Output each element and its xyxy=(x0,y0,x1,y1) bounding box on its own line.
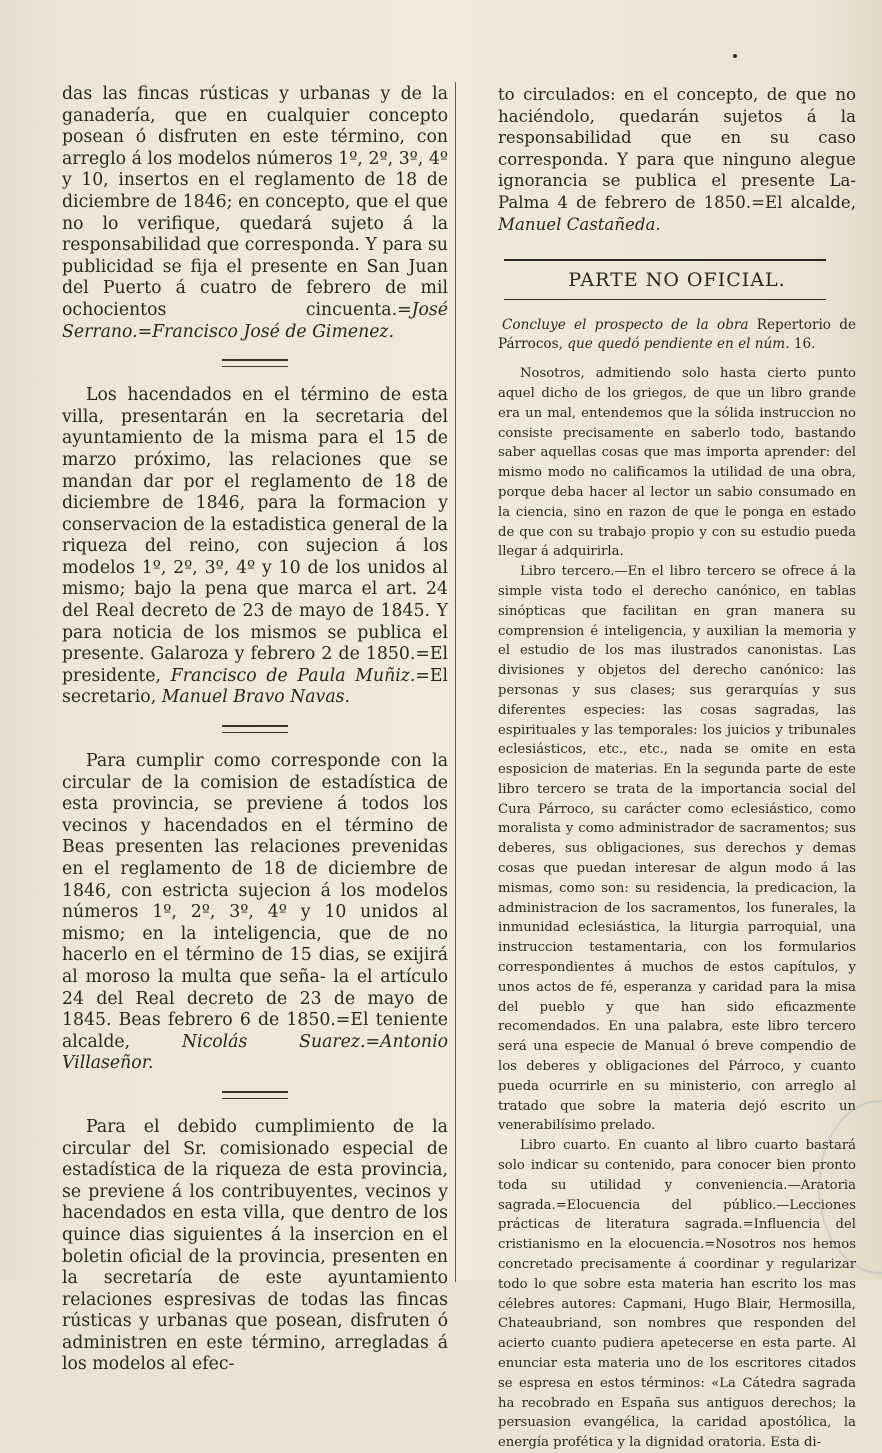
article-body xyxy=(498,364,856,1453)
signature: Francisco de Paula Muñiz. xyxy=(170,665,416,686)
separator xyxy=(222,1091,288,1099)
notice-la-palma: to circulados: en el concepto, de que no haciéndolo, quedarán sujetos á la responsabilidad que en su caso corresponda. Y para que ninguno alegue ignorancia se publica el presente La-Palma 4 de febrero de 1850.=El alcalde, Manuel Castañeda. xyxy=(498,85,856,234)
signature: Manuel Bravo Navas. xyxy=(161,687,350,708)
article-paragraph: Libro cuarto. En cuanto al libro cuarto bastará solo indicar su contenido, para conocer bien pronto toda su utilidad y conveniencia.—Aratoria sagrada.=Elocuencia del público.—Lecciones prácticas de literatura sagrada.=Influencia del cristianismo en la elocuencia.=Nosotros nos hemos concretado precisamente á coordinar y regularizar todo lo que sobre esta materia han escrito los mas célebres autores: Capmani, Hugo Blair, Hermosilla, Chateaubriand, son nombres que responden del acierto cuanto pudiera apetecerse en esta parte. Al enunciar esta materia uno de los escritores citados se espresa en estos términos: «La Cátedra sagrada ha recobrado en España sus antiguos derechos; la persuasion evangélica, la caridad apostólica, la energía profética y la dignidad oratoria. Esta di- xyxy=(498,1138,856,1451)
section-heading: PARTE NO OFICIAL. xyxy=(568,269,786,292)
notice-beas: Para cumplir como corresponde con la circular de la comision de estadística de esta provincia, se previene á todos los vecinos y hacendados en el término de Beas presenten las relaciones prevenidas en el reglamento de 18 de diciembre de 1846, con estricta sujecion á los modelos números 1º, 2º, 3º, 4º y 10 unidos al mismo; en la inteligencia, que de no hacerlo en el término de 15 dias, se exijirá al moroso la multa que seña- la el artículo 24 del Real decreto de 23 de mayo de 1845. Beas febrero 6 de 1850.=El teniente alcalde, Nicolás Suarez.=Antonio Villaseñor. xyxy=(62,751,448,1074)
signature: Nicolás Suarez.=Antonio Villaseñor. xyxy=(62,1031,448,1074)
left-column xyxy=(62,84,448,1376)
separator xyxy=(222,359,288,367)
article-paragraph: Nosotros, admitiendo solo hasta cierto punto aquel dicho de los griegos, de que un libro grande era un mal, entendemos que la sólida instruccion no consiste precisamente en saberlo todo, bastando saber aquellas cosas que mas importa aprender: del mismo modo no calificamos la utilidad de una obra, porque deba hacer al lector un sabio consumado en la ciencia, sino en razon de que le ponga en estado de que con su trabajo propio y con su estudio pueda llegar á adquirirla. xyxy=(498,366,856,560)
section-rule xyxy=(504,299,826,300)
signature: Manuel Castañeda. xyxy=(498,214,661,234)
section-rule xyxy=(504,259,826,261)
signature: José Serrano.=Francisco José de Gimenez. xyxy=(62,299,448,342)
notice-galaroza: Los hacendados en el término de esta villa, presentarán en la secretaria del ayuntamiento de la misma para el 15 de marzo próximo, las relaciones que se mandan dar por el reglamento de 18 de diciembre de 1846, para la formacion y conservacion de la estadistica general de la riqueza del reino, con sujecion á los modelos 1º, 2º, 3º, 4º y 10 de los unidos al mismo; bajo la pena que marca el art. 24 del Real decreto de 23 de mayo de 1845. Y para noticia de los mismos se publica el presente. Galaroza y febrero 2 de 1850.=El presidente, Francisco de Paula Muñiz.=El secretario, Manuel Bravo Navas. xyxy=(62,385,448,708)
article-paragraph: Libro tercero.—En el libro tercero se ofrece á la simple vista todo el derecho canónico, en tablas sinópticas que facilitan en gran manera su comprension é inteligencia, y auxilian la memoria y el estudio de los mas ilustrados canonistas. Las divisiones y objetos del derecho canónico: las personas y sus clases; sus gerarquías y sus diferentes especies: las cosas sagradas, las espirituales y las temporales: los juicios y tribunales eclesiásticos, etc., etc., nada se omite en esta esposicion de materias. En la segunda parte de este libro tercero se trata de la importancia social del Cura Párroco, su carácter como eclesiástico, como moralista y como administrador de sacramentos; sus deberes, sus obligaciones, sus derechos y demas cosas que puedan interesar de algun modo á las mismas, como son: su residencia, la predicacion, la administracion de los sacramentos, los funerales, la inmunidad eclesiástica, la liturgia parroquial, una instruccion testamentaria, con los formularios correspondientes á muchos de estos capítulos, y unos actos de fé, esperanza y caridad para la misa del pueblo y que han sido eficazmente recomendados. En una palabra, este libro tercero será una especie de Manual ó breve compendio de los deberes y obligaciones del Párroco, y cuanto pueda ocurrirle en su ministerio, con arreglo al tratado que sobre la materia dejó escrito un venerabilísimo prelado. xyxy=(498,564,856,1134)
right-column xyxy=(498,84,856,1453)
ink-dot xyxy=(733,54,737,58)
notice-villa: Para el debido cumplimiento de la circular del Sr. comisionado especial de estadística de la riqueza de esta provincia, se previene á los contribuyentes, vecinos y hacendados en esta villa, que dentro de los quince dias siguientes á la insercion en el boletin oficial de la provincia, presenten en la secretaría de este ayuntamiento relaciones espresivas de todas las fincas rústicas y urbanas que posean, disfruten ó administren en este término, arregladas á los modelos al efec- xyxy=(62,1116,448,1375)
notice-san-juan: das las fincas rústicas y urbanas y de la ganadería, que en cualquier concepto posean ó disfruten en este término, con arreglo á los modelos números 1º, 2º, 3º, 4º y 10, insertos en el reglamento de 18 de diciembre de 1846; en concepto, que el que no lo verifique, quedará sujeto á la responsabilidad que corresponda. Y para su publicidad se fija el presente en San Juan del Puerto á cuatro de febrero de mil ochocientos cincuenta.=José Serrano.=Francisco José de Gimenez. xyxy=(62,84,448,342)
separator xyxy=(222,725,288,733)
article-intro: Concluye el prospecto de la obra Repertorio de Párrocos, que quedó pendiente en el núm. 16. xyxy=(498,317,856,353)
column-divider xyxy=(455,82,456,1282)
